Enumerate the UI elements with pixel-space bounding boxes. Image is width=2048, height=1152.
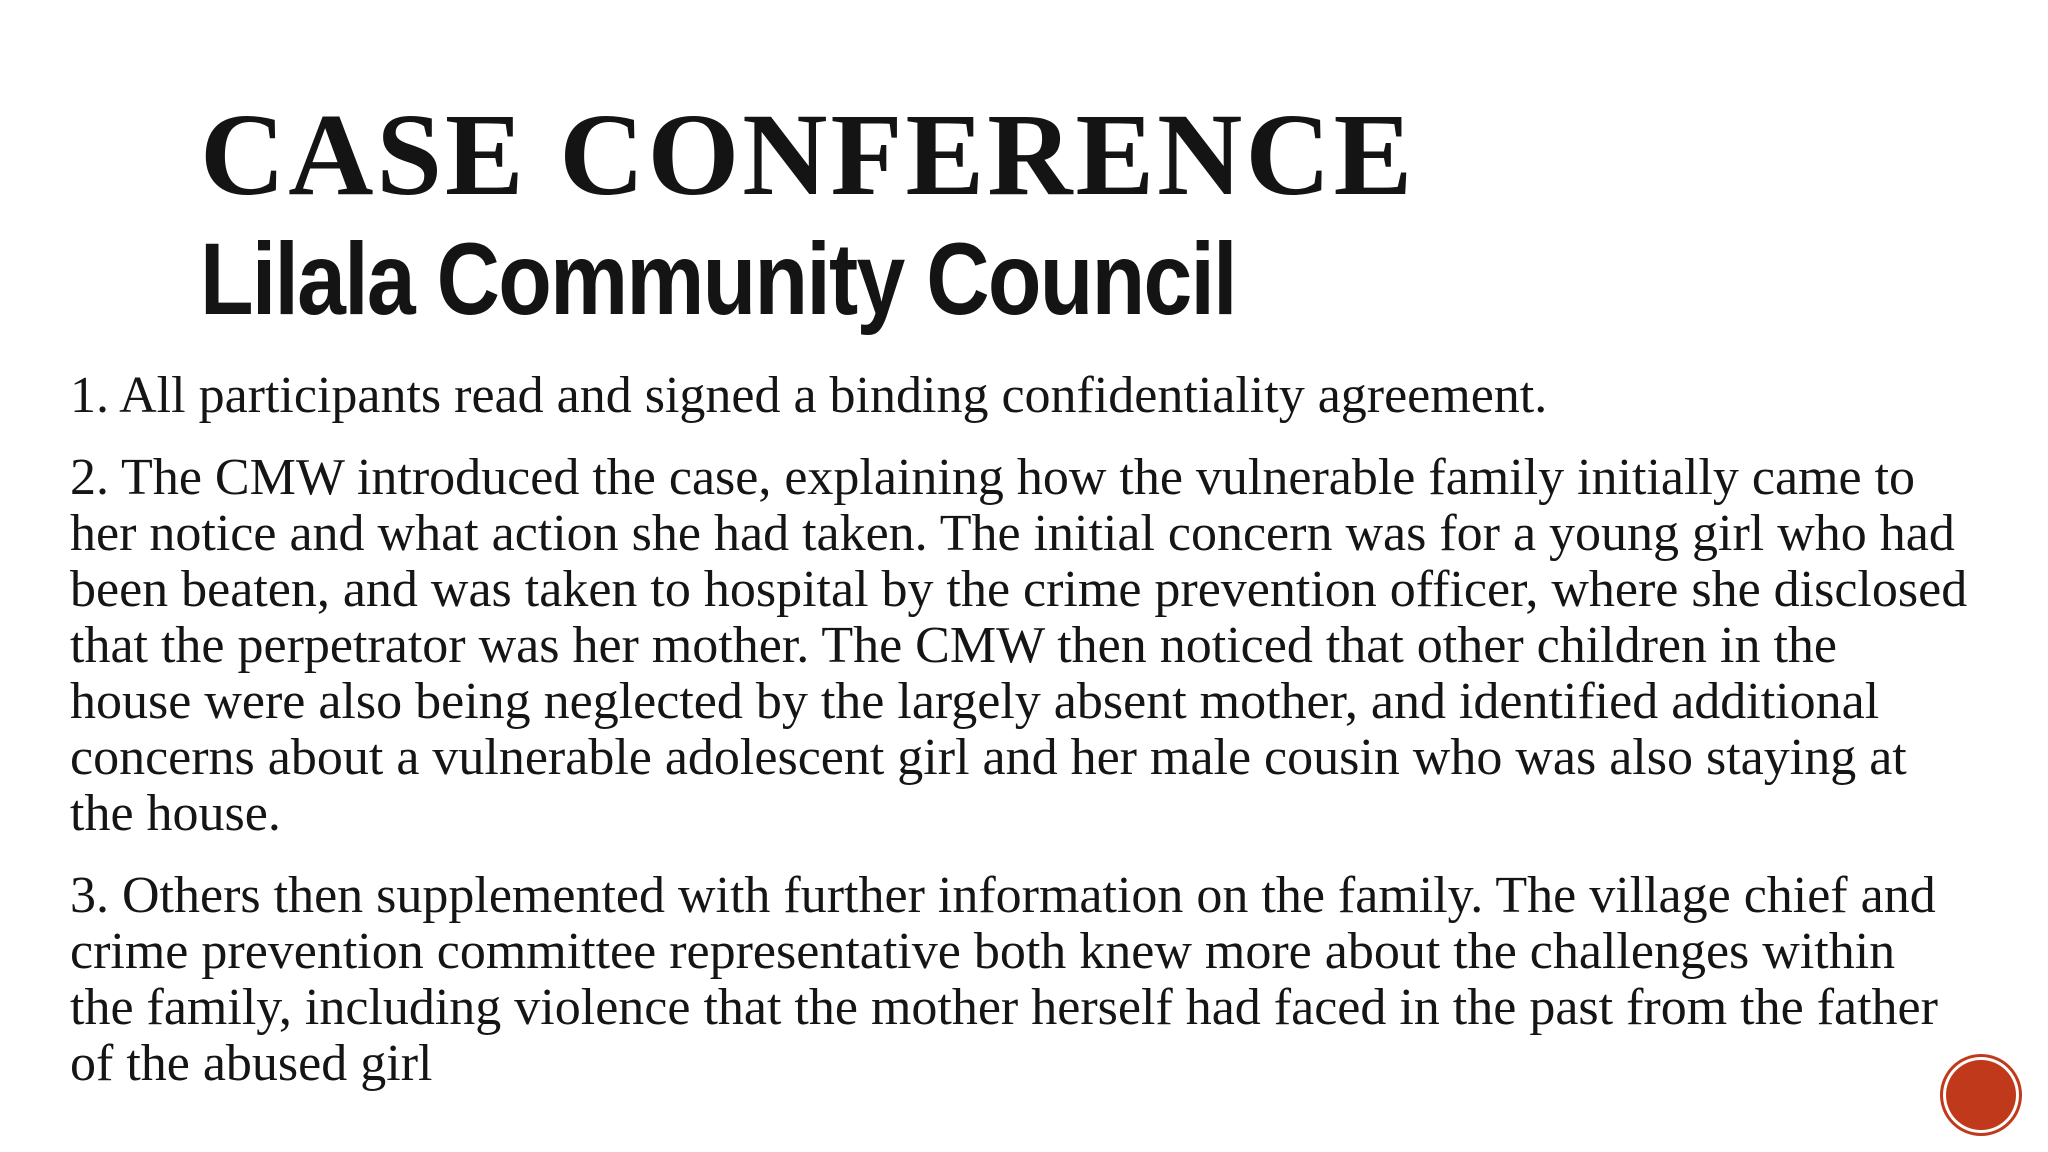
point-3: 3. Others then supplemented with further information on the family. The village chief and crime prevention committee representative both knew more about the challenges within the family, including violence that the mother herself had faced in the past from the father of the abused girl xyxy=(70,867,1938,1092)
point-2: 2. The CMW introduced the case, explaining how the vulnerable family initially came to her notice and what action she had taken. The initial concern was for a young girl who had been beaten, and was taken to hospital by the crime prevention officer, where she disclosed that the perpetrator was her mother. The CMW then noticed that other children in the house were also being neglected by the largely absent mother, and identified additional concerns about a vulnerable adolescent girl and her male cousin who was also staying at the house. xyxy=(70,449,1968,842)
slide-title: CASE CONFERENCE xyxy=(200,89,1416,220)
slide-nav-dot-icon[interactable] xyxy=(1946,1060,2016,1130)
point-1: 1. All participants read and signed a binding confidentiality agreement. xyxy=(70,367,1548,424)
slide-subtitle: Lilala Community Council xyxy=(200,222,1236,336)
title-block xyxy=(200,89,1600,336)
slide-body xyxy=(70,368,1970,1118)
